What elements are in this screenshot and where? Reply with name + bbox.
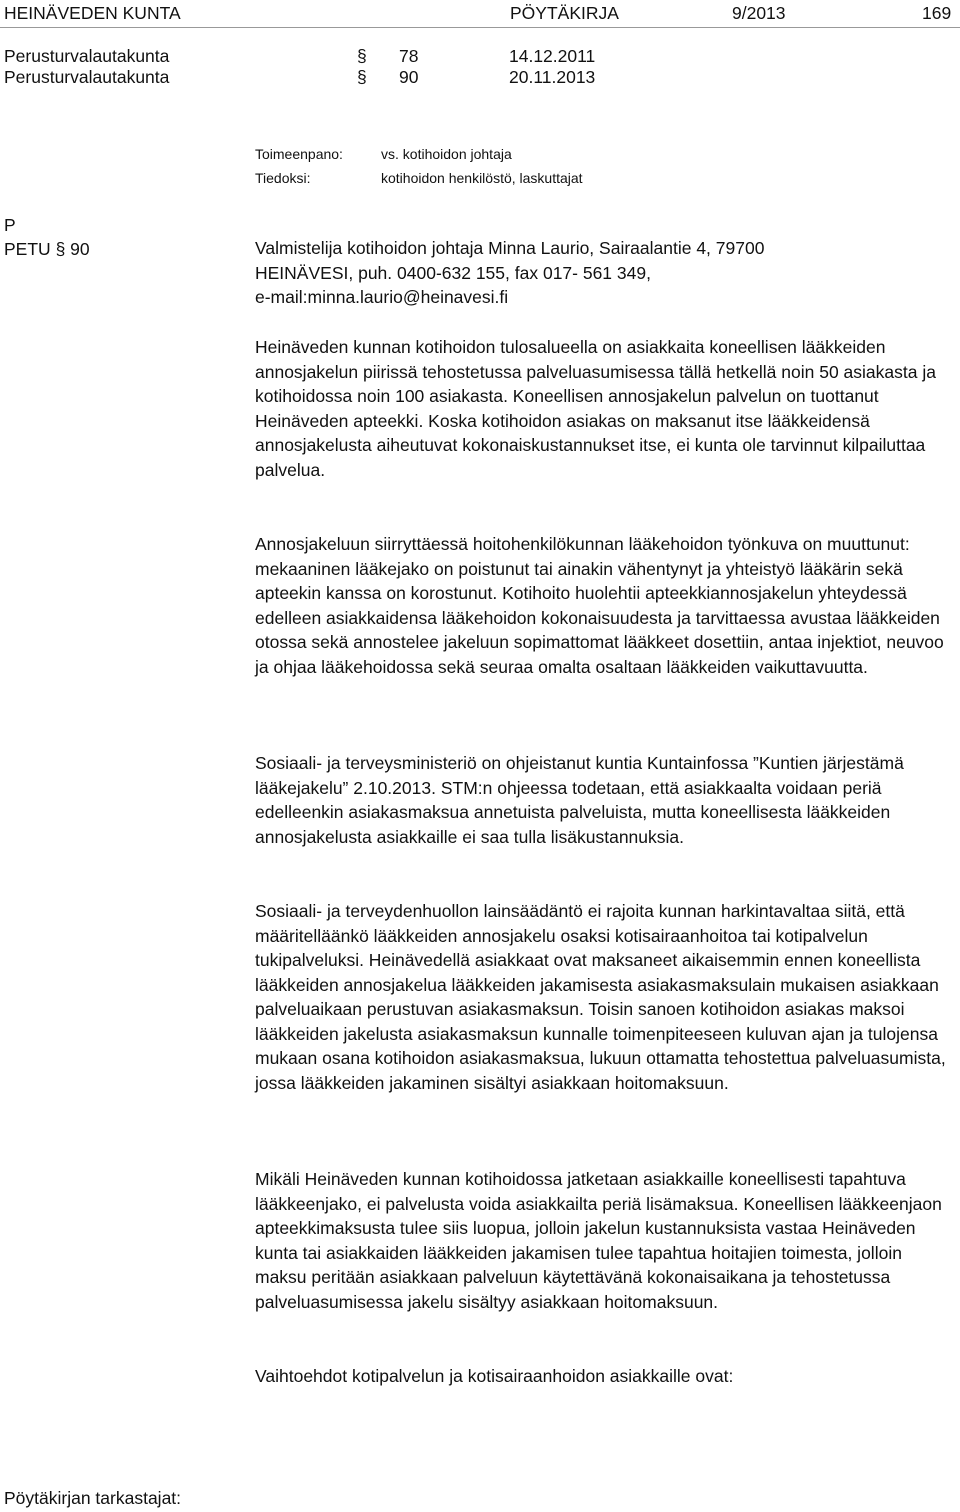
section-code: [4, 238, 90, 260]
meeting-date: 14.12.2011: [509, 46, 596, 66]
paragraph: Mikäli Heinäveden kunnan kotihoidossa jatketaan asiakkaille koneellisesti tapahtuva lääkkeenjako, ei palvelusta voida asiakkailta periä lisämaksua. Koneellisen lääkkeenjaon apteekkimaksusta tulee siis luopua, jolloin jakelun kustannuksista vastaa Heinäveden kunta tai asiakkaiden lääkkeiden jakamisen tulee tapahtua hoitajien toimesta, jolloin maksu peritään asiakkaan palveluun käytettävänä kokonaisaikana ja tehostetussa palveluasumisessa jakelu sisältyy asiakkaan hoitomaksuun.: [255, 1169, 942, 1312]
implementation-label: Toimeenpano:: [255, 146, 343, 162]
document-type: PÖYTÄKIRJA: [510, 3, 619, 23]
issue-number: 9/2013: [732, 3, 786, 23]
implementation-value: vs. kotihoidon johtaja: [381, 146, 512, 162]
paragraph: Sosiaali- ja terveydenhuollon lainsäädäntö ei rajoita kunnan harkintavaltaa siitä, että määritelläänkö lääkkeiden annosjakelu osaksi kotisairaanhoitoa tai kotipalvelun tukipalveluksi. Heinävedellä asiakkaat ovat maksaneet aikaisemmin ennen koneellista lääkkeiden annosjakelua lääkkeiden jakamisesta asiakasmaksulain mukaisen asiakkaan palveluaikaan perustuvan asiakasmaksun. Toisin sanoen kotihoidon asiakas maksoi lääkkeiden jakelusta asiakasmaksun kunnalle toimenpiteeseen kuluvan ajan ja tulojensa mukaan osana kotihoidon asiakasmaksua, lukuun ottamatta tehostettua palveluasumista, jossa lääkkeiden jakaminen sisältyi asiakkaan hoitomaksuun.: [255, 901, 946, 1093]
preparer-email: e-mail:minna.laurio@heinavesi.fi: [255, 287, 509, 307]
section-code-label: PETU: [4, 239, 51, 259]
info-label: Tiedoksi:: [255, 170, 311, 186]
paragraph: Vaihtoehdot kotipalvelun ja kotisairaanhoidon asiakkaille ovat:: [255, 1366, 734, 1386]
meeting-body: Perusturvalautakunta: [4, 67, 170, 87]
section-mark: §: [357, 67, 367, 87]
meeting-section-number: 78: [399, 46, 419, 66]
section-mark: §: [357, 46, 367, 66]
section-marker: P: [4, 215, 16, 235]
page-number: 169: [922, 3, 952, 23]
preparer-line: Valmistelija kotihoidon johtaja Minna Laurio, Sairaalantie 4, 79700: [255, 238, 765, 258]
org-name: HEINÄVEDEN KUNTA: [4, 3, 181, 23]
section-mark: §: [55, 239, 66, 259]
paragraph: Heinäveden kunnan kotihoidon tulosalueella on asiakkaita koneellisen lääkkeiden annosjakelun piirissä tehostetussa palveluasumisessa tällä hetkellä noin 50 asiakasta ja kotihoidossa noin 100 asiakasta. Koneellisen annosjakelun palvelun on tuottanut Heinäveden apteekki. Koska kotihoidon asiakas on maksanut itse lääkkeidensä annosjakelusta aiheutuvat kokonaiskustannukset itse, ei kunta ole tarvinnut kilpailuttaa palvelua.: [255, 337, 936, 480]
meeting-date: 20.11.2013: [509, 67, 596, 87]
paragraph: Sosiaali- ja terveysministeriö on ohjeistanut kuntia Kuntainfossa ”Kuntien järjestämä lääkejakelu” 2.10.2013. STM:n ohjeessa todetaan, että asiakkaalta voidaan periä edelleenkin asiakasmaksua annetuista palveluista, mutta koneellisesta lääkkeiden annosjakelusta asiakkaille ei saa tulla lisäkustannuksia.: [255, 753, 904, 847]
reviewers-label: Pöytäkirjan tarkastajat:: [4, 1488, 182, 1508]
meeting-section-number: 90: [399, 67, 419, 87]
preparer-line: HEINÄVESI, puh. 0400-632 155, fax 017- 561 349,: [255, 263, 651, 283]
info-value: kotihoidon henkilöstö, laskuttajat: [381, 170, 583, 186]
header-divider: [0, 27, 960, 28]
paragraph: Annosjakeluun siirryttäessä hoitohenkilökunnan lääkehoidon työnkuva on muuttunut: mekaaninen lääkejako on poistunut tai ainakin vähentynyt ja yhteistyö lääkärin sekä apteekin kanssa on korostunut. Kotihoito huolehtii apteekkiannosjakelun yhteydessä edelleen asiakkaidensa lääkehoidon kokonaisuudesta ja tarvittaessa avustaa lääkkeiden otossa sekä annostelee jakeluun sopimattomat lääkkeet dosettiin, antaa injektiot, neuvoo ja ohjaa lääkehoidossa sekä seuraa omalta osaltaan lääkkeiden vaikuttavuutta.: [255, 534, 944, 677]
section-number: 90: [70, 239, 90, 259]
meeting-body: Perusturvalautakunta: [4, 46, 170, 66]
